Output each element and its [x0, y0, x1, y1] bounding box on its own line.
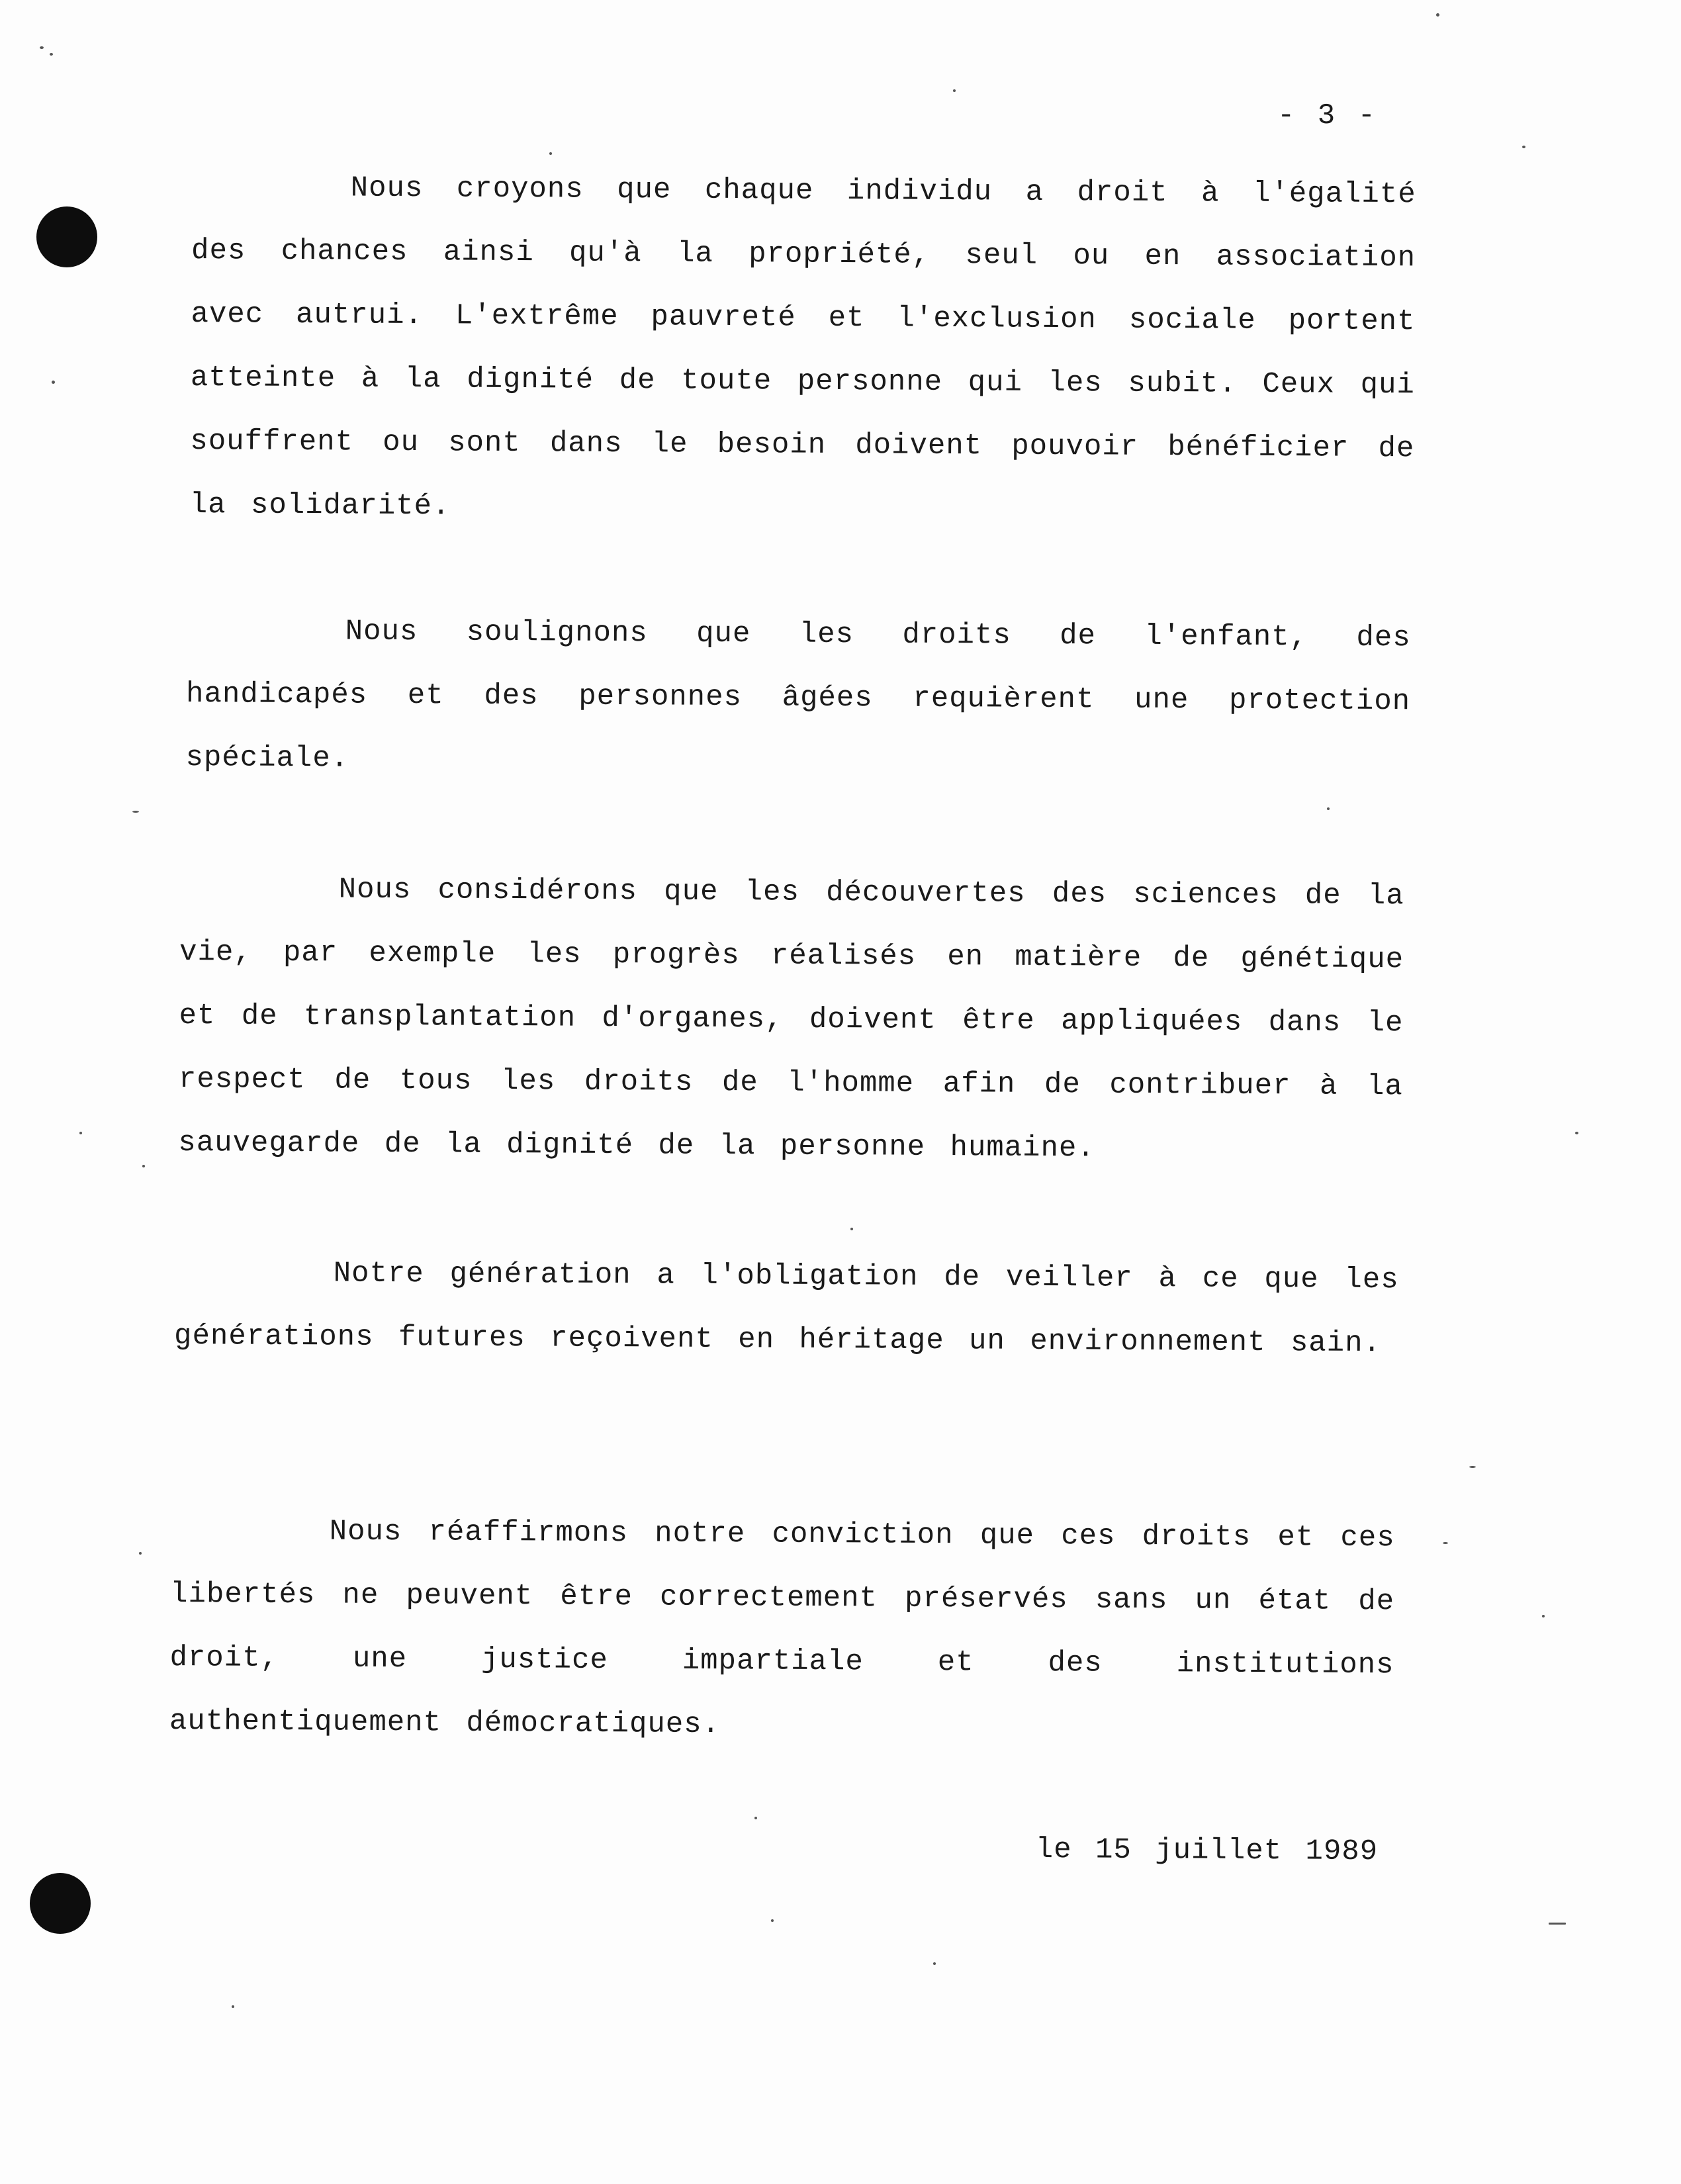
- scan-speck: [549, 152, 552, 155]
- paragraph-text: Nous soulignons que les droits de l'enfant, des handicapés et des personnes âgées requièrent une protection spéciale.: [185, 615, 1411, 776]
- scan-speck: [1549, 1923, 1566, 1925]
- scan-speck: [1436, 13, 1439, 17]
- scan-speck: [1443, 1542, 1448, 1544]
- paragraph: [174, 1241, 1399, 1375]
- paragraph-text: Nous croyons que chaque individu a droit à l'égalité des chances ainsi qu'à la propriété, seul ou en association avec autrui. L'extrême pauvreté et l'exclusion sociale portent atteinte à la dignité de toute personne qui les subit. Ceux qui souffrent ou sont dans le besoin doivent pouvoir bénéficier de la solidarité.: [189, 171, 1416, 523]
- punch-hole-top: [36, 206, 97, 267]
- scan-speck: [40, 46, 44, 49]
- paragraph-text: Notre génération a l'obligation de veiller à ce que les générations futures reçoivent en héritage un environnement sain.: [173, 1257, 1399, 1361]
- paragraph-text: Nous réaffirmons notre conviction que ces droits et ces libertés ne peuvent être correctement préservés sans un état de droit, une justice impartiale et des institutions authentiquement démocratiques.: [169, 1515, 1395, 1742]
- scan-speck: [1469, 1466, 1476, 1468]
- punch-hole-bottom: [30, 1873, 91, 1934]
- scan-speck: [132, 811, 139, 813]
- scan-speck: [771, 1919, 774, 1922]
- paragraph-text: Nous considérons que les découvertes des sciences de la vie, par exemple les progrès réalisés en matière de génétique et de transplantation d'organes, doivent être appliquées dans le respect de tous les droits de l'homme afin de contribuer à la sauvegarde de la dignité de la personne humaine.: [178, 873, 1404, 1165]
- scan-speck: [142, 1165, 145, 1167]
- scan-speck: [52, 381, 55, 384]
- paragraph: [178, 857, 1404, 1182]
- scan-speck: [1522, 146, 1525, 148]
- scan-speck: [850, 1228, 853, 1230]
- paragraph: [185, 599, 1411, 797]
- scan-speck: [139, 1552, 142, 1555]
- scan-speck: [1327, 807, 1330, 810]
- date-line: le 15 juillet 1989: [1035, 1833, 1379, 1869]
- scan-speck: [953, 89, 956, 92]
- page-number: - 3 -: [1277, 99, 1379, 132]
- paragraph: [189, 156, 1416, 544]
- scan-speck: [754, 1817, 757, 1819]
- scan-speck: [79, 1132, 82, 1134]
- scan-speck: [50, 53, 53, 56]
- scan-speck: [1542, 1615, 1545, 1617]
- scan-speck: [1575, 1132, 1578, 1134]
- scan-speck: [933, 1962, 936, 1965]
- scan-speck: [232, 2005, 234, 2008]
- paragraph: [169, 1499, 1395, 1760]
